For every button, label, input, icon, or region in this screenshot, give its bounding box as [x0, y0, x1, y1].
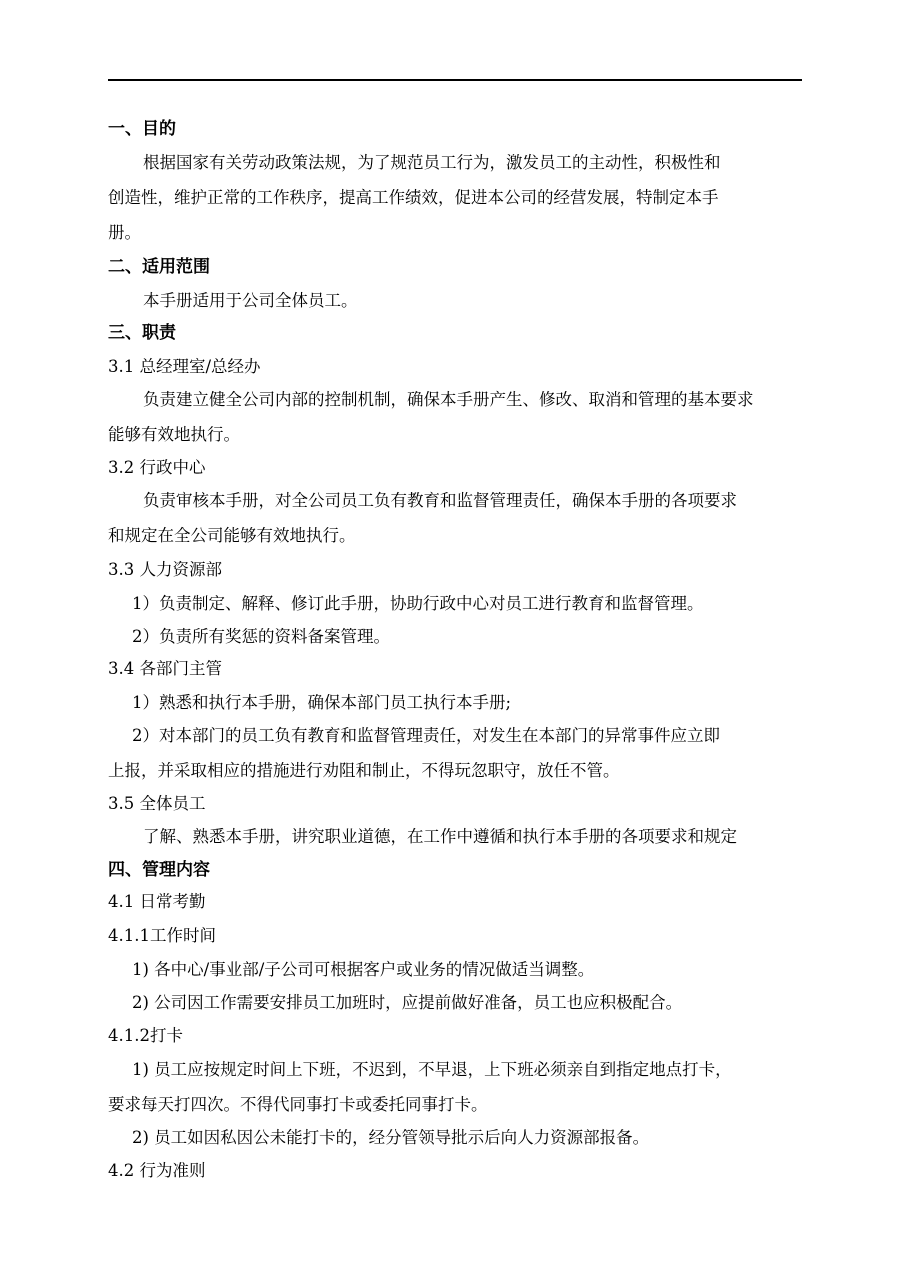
paragraph-line: 根据国家有关劳动政策法规，为了规范员工行为，激发员工的主动性，积极性和	[143, 153, 721, 172]
list-item: 2）对本部门的员工负有教育和监督管理责任，对发生在本部门的异常事件应立即	[132, 726, 720, 745]
subsection-heading: 4.2 行为准则	[108, 1161, 206, 1180]
section-heading: 三、职责	[108, 323, 176, 343]
subsection-heading: 3.4 各部门主管	[108, 659, 222, 678]
paragraph-line: 了解、熟悉本手册，讲究职业道德，在工作中遵循和执行本手册的各项要求和规定	[143, 827, 737, 846]
list-item-continuation: 上报，并采取相应的措施进行劝阻和制止，不得玩忽职守，放任不管。	[108, 761, 620, 780]
subsection-heading: 3.1 总经理室/总经办	[108, 357, 261, 376]
subsection-heading: 3.5 全体员工	[108, 794, 206, 813]
subsection-heading: 4.1.1工作时间	[108, 926, 216, 945]
list-item: 1) 各中心/事业部/子公司可根据客户或业务的情况做适当调整。	[132, 960, 595, 979]
list-item: 2）负责所有奖惩的资料备案管理。	[132, 627, 390, 646]
paragraph-line: 创造性，维护正常的工作秩序，提高工作绩效，促进本公司的经营发展，特制定本手	[108, 188, 719, 207]
subsection-heading: 3.2 行政中心	[108, 458, 206, 477]
paragraph-line: 本手册适用于公司全体员工。	[143, 291, 358, 310]
header-rule	[108, 79, 802, 81]
paragraph-line: 册。	[108, 223, 141, 242]
list-item-continuation: 要求每天打四次。不得代同事打卡或委托同事打卡。	[108, 1095, 488, 1114]
section-heading: 二、适用范围	[108, 257, 210, 277]
section-heading: 一、目的	[108, 119, 176, 139]
paragraph-line: 负责建立健全公司内部的控制机制，确保本手册产生、修改、取消和管理的基本要求	[143, 390, 754, 409]
list-item: 2) 公司因工作需要安排员工加班时，应提前做好准备，员工也应积极配合。	[132, 993, 683, 1012]
subsection-heading: 3.3 人力资源部	[108, 560, 222, 579]
paragraph-line: 和规定在全公司能够有效地执行。	[108, 526, 356, 545]
list-item: 1) 员工应按规定时间上下班，不迟到，不早退，上下班必须亲自到指定地点打卡，	[132, 1060, 732, 1079]
paragraph-line: 能够有效地执行。	[108, 425, 240, 444]
list-item: 1）熟悉和执行本手册，确保本部门员工执行本手册;	[132, 693, 512, 712]
subsection-heading: 4.1 日常考勤	[108, 892, 206, 911]
list-item: 2) 员工如因私因公未能打卡的，经分管领导批示后向人力资源部报备。	[132, 1128, 650, 1147]
paragraph-line: 负责审核本手册，对全公司员工负有教育和监督管理责任，确保本手册的各项要求	[143, 491, 737, 510]
subsection-heading: 4.1.2打卡	[108, 1026, 183, 1045]
section-heading: 四、管理内容	[108, 860, 210, 880]
list-item: 1）负责制定、解释、修订此手册，协助行政中心对员工进行教育和监督管理。	[132, 594, 704, 613]
